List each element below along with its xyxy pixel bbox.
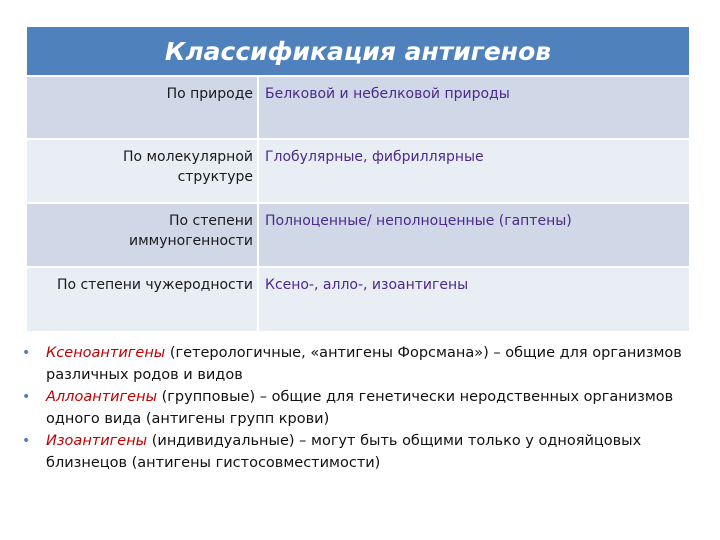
term-iso: Изоантигены	[46, 433, 148, 449]
bullet-icon: •	[22, 389, 31, 405]
classification-table	[27, 27, 689, 333]
bullet-icon: •	[22, 433, 31, 449]
definition-xeno: (гетерологичные, «антигены Форсмана») – общие для организмов различных родов и видов	[46, 345, 682, 383]
definition-allo: (групповые) – общие для генетически неродственных организмов одного вида (антигены групп крови)	[46, 389, 674, 427]
row-label: По природе	[27, 77, 259, 138]
term-xeno: Ксеноантигены	[46, 345, 166, 361]
table-row	[27, 77, 689, 140]
definition-iso: (индивидуальные) – могут быть общими только у однояйцовых близнецов (антигены гистосовместимости)	[46, 433, 642, 471]
row-value: Ксено-, алло-, изоантигены	[265, 277, 469, 293]
bullet-list	[22, 342, 702, 474]
table-row	[27, 268, 689, 333]
table-header	[27, 27, 689, 77]
table-row	[27, 140, 689, 204]
term-allo: Аллоантигены	[46, 389, 158, 405]
bullet-text	[46, 342, 702, 386]
row-label: По степени иммуногенности	[27, 204, 259, 266]
row-value: Полноценные/ неполноценные (гаптены)	[265, 213, 572, 229]
row-label: По молекулярной структуре	[27, 140, 259, 202]
list-item	[22, 342, 702, 386]
table-title: Классификация антигенов	[164, 36, 552, 66]
bullet-text	[46, 386, 702, 430]
list-item	[22, 430, 702, 474]
bullet-icon: •	[22, 345, 31, 361]
list-item	[22, 386, 702, 430]
row-label: По степени чужеродности	[27, 268, 259, 331]
row-value: Белковой и небелковой природы	[265, 86, 510, 102]
table-row	[27, 204, 689, 268]
bullet-text	[46, 430, 702, 474]
row-value: Глобулярные, фибриллярные	[265, 149, 484, 165]
